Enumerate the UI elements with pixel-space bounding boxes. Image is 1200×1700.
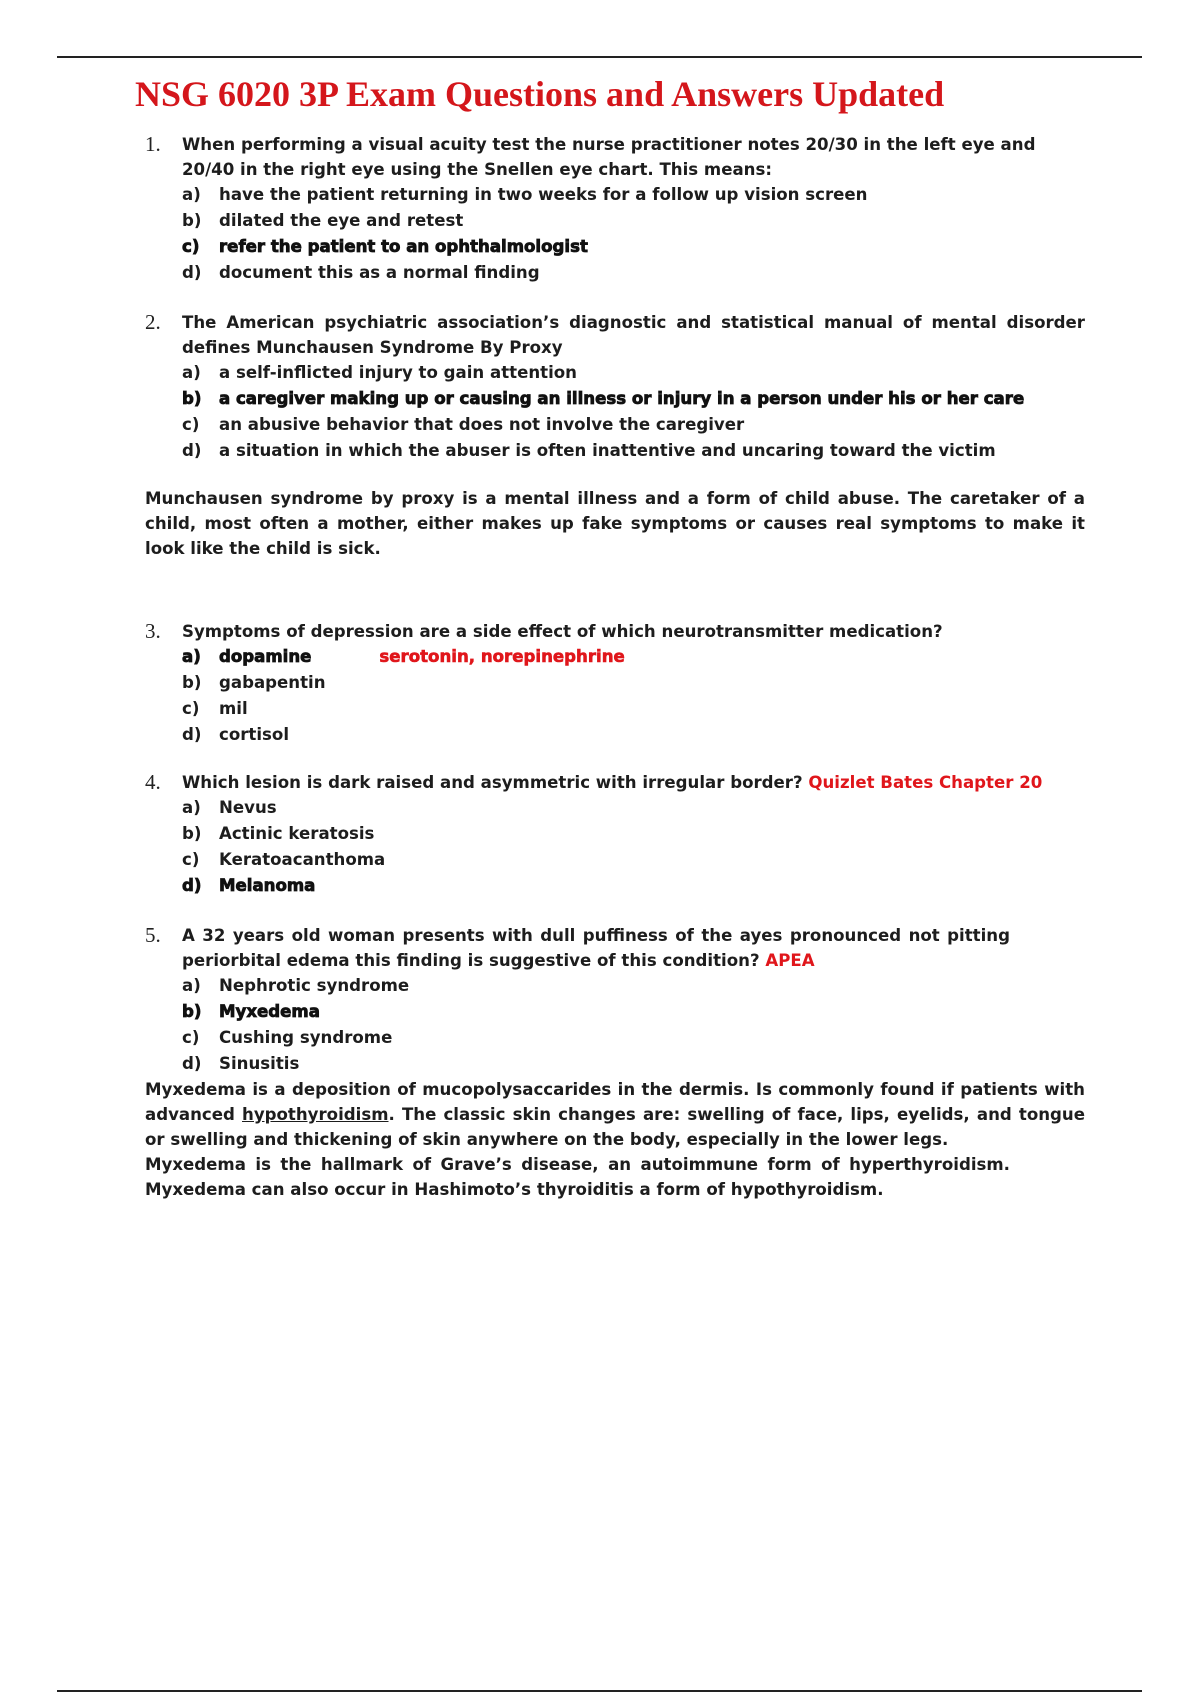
reference-note: Quizlet Bates Chapter 20 [808,773,1043,792]
document-page [135,70,1085,1202]
answer-note: serotonin, norepinephrine [379,647,625,666]
option-text: a self-inflicted injury to gain attention [219,363,577,382]
option-letter: a) [182,976,201,995]
question-text-line [182,770,1085,795]
option-b [182,670,1085,696]
option-text: dopamine [219,647,312,666]
explanation-text: Myxedema is a deposition of mucopolysaccarides in the dermis. Is commonly found if patients with advanced [145,1080,1085,1124]
question-number: 3. [145,619,161,643]
option-a [182,360,1085,386]
option-letter: d) [182,263,202,282]
option-text: Actinic keratosis [219,824,375,843]
question-number: 5. [145,923,161,947]
option-text: Keratoacanthoma [219,850,386,869]
option-letter: c) [182,699,200,718]
option-c [182,412,1085,438]
option-text: an abusive behavior that does not involve the caregiver [219,415,745,434]
reference-note: APEA [765,951,815,970]
option-letter: d) [182,725,202,744]
option-letter: a) [182,647,201,666]
option-text: Melanoma [219,876,316,895]
option-letter: b) [182,211,202,230]
option-d [182,722,1085,748]
option-letter: b) [182,389,202,408]
question-text: Which lesion is dark raised and asymmetric with irregular border? [182,773,803,792]
explanation-text: . The classic skin changes are: swelling of face, lips, eyelids, and tongue or swelling and thickening of skin anywhere on the body, especially in the lower legs. [145,1105,1085,1149]
option-d [182,260,1085,286]
option-text: refer the patient to an ophthalmologist [219,237,588,256]
question-text-line [182,923,1085,973]
option-text: Sinusitis [219,1054,300,1073]
question-3 [145,619,1085,748]
option-a [182,795,1085,821]
question-4 [145,770,1085,899]
option-letter: a) [182,185,201,204]
option-c [182,847,1085,873]
option-b [182,208,1085,234]
option-d-answer [182,873,1085,899]
option-letter: c) [182,850,200,869]
option-letter: c) [182,237,200,256]
option-letter: b) [182,1002,202,1021]
question-text: A 32 years old woman presents with dull puffiness of the ayes pronounced not pitting periorbital edema this finding is suggestive of this condition? [182,926,1010,970]
option-letter: d) [182,1054,202,1073]
page-title: NSG 6020 3P Exam Questions and Answers Updated [135,74,945,114]
option-letter: c) [182,415,200,434]
option-text: Cushing syndrome [219,1028,393,1047]
option-text: dilated the eye and retest [219,211,464,230]
option-text: have the patient returning in two weeks for a follow up vision screen [219,185,868,204]
option-d [182,438,1085,464]
question-text: When performing a visual acuity test the nurse practitioner notes 20/30 in the left eye and 20/40 in the right eye using the Snellen eye chart. This means: [182,135,1036,179]
option-text: Nephrotic syndrome [219,976,410,995]
option-c-answer [182,234,1085,260]
option-letter: d) [182,876,202,895]
option-b-answer [182,386,1085,412]
option-text: cortisol [219,725,290,744]
question-text: The American psychiatric association’s diagnostic and statistical manual of mental disorder defines Munchausen Syndrome By Proxy [182,313,1085,357]
question-2 [145,310,1085,464]
question-number: 4. [145,770,161,794]
option-text: a caregiver making up or causing an illness or injury in a person under his or her care [219,389,1025,408]
option-c [182,696,1085,722]
question-text: Symptoms of depression are a side effect of which neurotransmitter medication? [182,622,943,641]
option-a-answer [182,644,1085,670]
bottom-rule [57,1690,1142,1692]
option-text: document this as a normal finding [219,263,540,282]
option-letter: a) [182,798,201,817]
explanation-paragraph [145,1077,1085,1152]
option-letter: d) [182,441,202,460]
option-a [182,182,1085,208]
option-letter: b) [182,673,202,692]
question-number: 1. [145,132,161,156]
question-5 [145,923,1085,1077]
option-text: a situation in which the abuser is often inattentive and uncaring toward the victim [219,441,996,460]
option-letter: a) [182,363,201,382]
option-c [182,1025,1085,1051]
option-text: Myxedema [219,1002,320,1021]
option-b-answer [182,999,1085,1025]
option-text: gabapentin [219,673,326,692]
question-1 [145,132,1085,286]
option-text: mil [219,699,248,718]
option-text: Nevus [219,798,277,817]
option-a [182,973,1085,999]
top-rule [57,56,1142,58]
explanation-paragraph: Munchausen syndrome by proxy is a mental illness and a form of child abuse. The caretaker of a child, most often a mother, either makes up fake symptoms or causes real symptoms to make it look like the child is sick. [145,489,1085,558]
hypothyroidism-link[interactable]: hypothyroidism [242,1105,389,1124]
option-letter: b) [182,824,202,843]
option-d [182,1051,1085,1077]
explanation-paragraph-2: Myxedema is the hallmark of Grave’s disease, an autoimmune form of hyperthyroidism. Myxedema can also occur in Hashimoto’s thyroiditis a form of hypothyroidism. [145,1155,1010,1199]
option-b [182,821,1085,847]
option-letter: c) [182,1028,200,1047]
question-number: 2. [145,310,161,334]
